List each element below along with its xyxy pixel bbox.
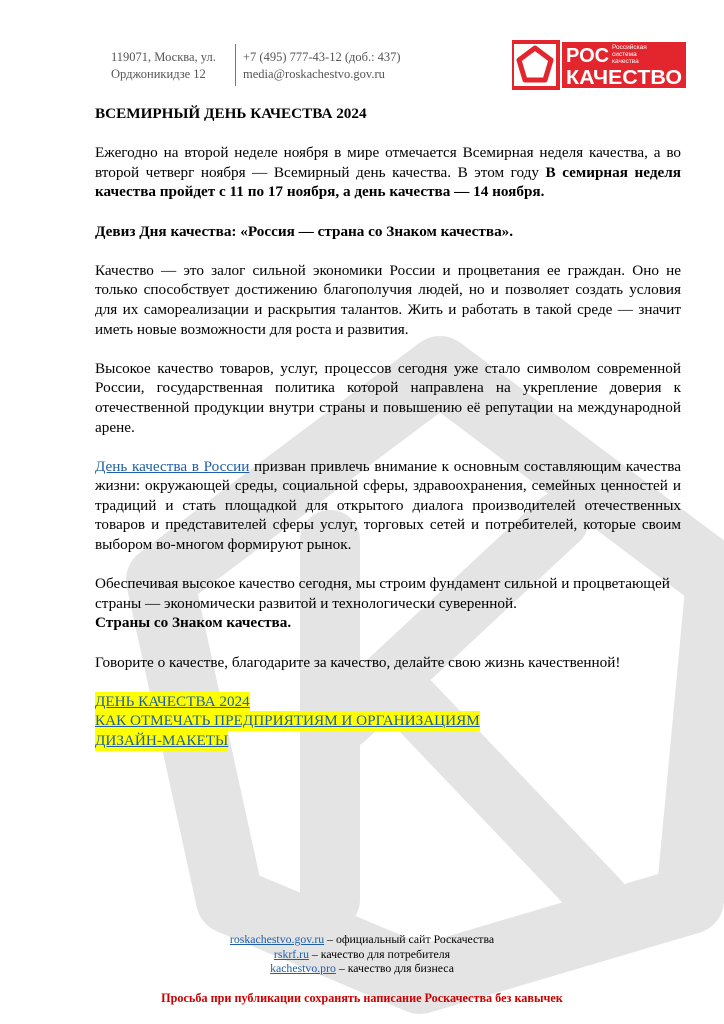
paragraph-foundation xyxy=(95,574,681,633)
header-divider xyxy=(235,44,236,86)
footer-link-consumer[interactable]: rskrf.ru xyxy=(273,946,309,961)
footer-line-text: – качество для потребителя xyxy=(308,946,451,961)
paragraph-motto xyxy=(95,222,681,242)
document-body xyxy=(95,104,681,751)
intro-dates-bold: В семирная неделя качества пройдет с 11 по 17 ноября, а день качества — 14 ноября. xyxy=(95,163,681,201)
document-title: ВСЕМИРНЫЙ ДЕНЬ КАЧЕСТВА 2024 xyxy=(95,105,367,122)
footer-line xyxy=(0,947,724,962)
link-quality-day-2024[interactable]: ДЕНЬ КАЧЕСТВА 2024 xyxy=(95,692,250,710)
paragraph-quality-day xyxy=(95,457,681,555)
logo-text-bottom: КАЧЕСТВО xyxy=(566,67,682,89)
paragraph-quality: Качество — это залог сильной экономики России и процветания ее граждан. Оно не только способствует достижению благополучия людей, но и позволяет создать условия для их самореализации и раскрытия талантов. Жить и работать в такой среде — значит иметь новые возможности для роста и развития. xyxy=(95,261,681,338)
address-line: Орджоникидзе 12 xyxy=(111,67,206,81)
logo-text-top: РОС xyxy=(566,45,610,67)
header-contacts xyxy=(243,49,401,83)
roskachestvo-logo xyxy=(512,40,688,90)
footer-link-official[interactable]: roskachestvo.gov.ru xyxy=(229,932,325,946)
publication-notice: Просьба при публикации сохранять написание Роскачества без кавычек xyxy=(161,991,563,1005)
footer-line-text: – официальный сайт Роскачества xyxy=(324,932,495,946)
foundation-bold: Страны со Знаком качества. xyxy=(95,614,292,632)
link-how-to-celebrate[interactable]: КАК ОТМЕЧАТЬ ПРЕДПРИЯТИЯМ И ОРГАНИЗАЦИЯМ xyxy=(95,712,480,730)
logo-small-text: система xyxy=(612,51,637,58)
footer-line-text: – качество для бизнеса xyxy=(335,961,454,975)
logo-small-text: качества xyxy=(612,58,639,65)
footer-line xyxy=(0,932,724,947)
footer xyxy=(0,932,724,976)
highlighted-links xyxy=(95,692,681,751)
paragraph-closing: Говорите о качестве, благодарите за качество, делайте свою жизнь качественной! xyxy=(95,653,621,671)
phone-number: +7 (495) 777-43-12 (доб.: 437) xyxy=(243,50,401,64)
link-design-layouts[interactable]: ДИЗАЙН-МАКЕТЫ xyxy=(95,732,229,749)
paragraph-russia: Высокое качество товаров, услуг, процессов сегодня уже стало символом современной России, государственная политика которой направлена на укрепление доверия к отечественной продукции внутри страны и повышению её репутации на международной арене. xyxy=(95,359,681,436)
intro-text: Ежегодно на второй неделе ноября в мире отмечается Всемирная неделя качества, а во второй четверг ноября — Всемирный день качества. В этом году xyxy=(95,144,681,181)
footer-line xyxy=(0,961,724,976)
logo-small-text: Российская xyxy=(612,44,647,51)
paragraph-intro xyxy=(95,143,681,202)
header-address xyxy=(111,49,216,83)
quality-day-link[interactable]: День качества в России xyxy=(95,457,250,475)
quality-day-text: призван привлечь внимание к основным составляющим качества жизни: окружающей среды, социальной сферы, здравоохранения, семейных ценностей и традиций и стать площадкой для открытого диалога производителей отечественных товаров и представителей сферы услуг, торговых сетей и потребителей, которые своим выбором во-многом формируют рынок. xyxy=(95,457,681,554)
motto-text: Девиз Дня качества: «Россия — страна со Знаком качества». xyxy=(95,222,514,240)
email-address: media@roskachestvo.gov.ru xyxy=(243,67,385,81)
foundation-text: Обеспечивая высокое качество сегодня, мы строим фундамент сильной и процветающей страны — экономически развитой и технологически суверенной. xyxy=(95,575,670,612)
footer-link-business[interactable]: kachestvo.pro xyxy=(270,961,336,975)
address-line: 119071, Москва, ул. xyxy=(111,50,216,64)
